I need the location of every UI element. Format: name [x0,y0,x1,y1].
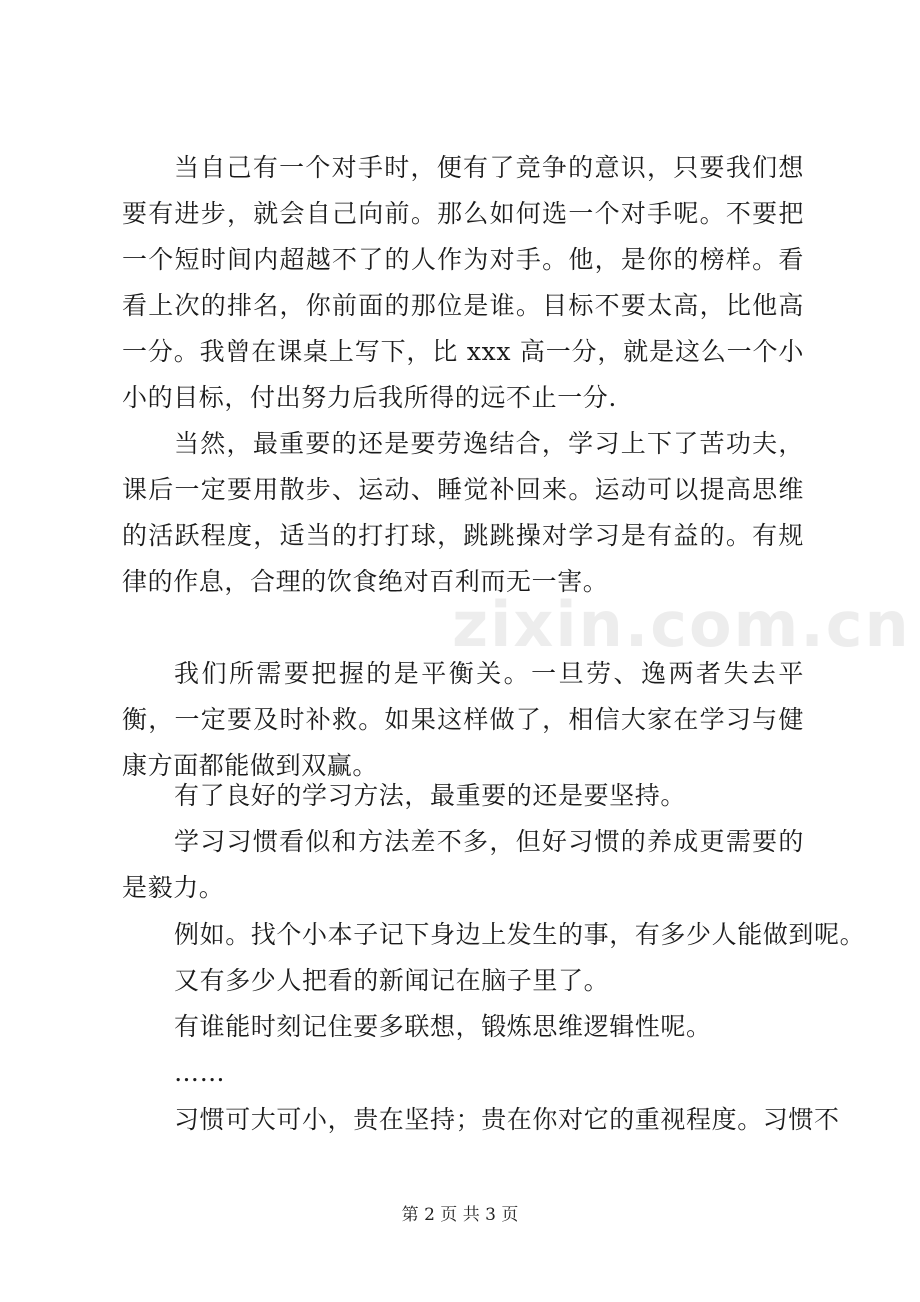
paragraph-7: 又有多少人把看的新闻记在脑子里了。 [174,966,610,995]
paragraph-2: 当然，最重要的还是要劳逸结合，学习上下了苦功夫，课后一定要用散步、运动、睡觉补回来。运动可以提高思维的活跃程度，适当的打打球，跳跳操对学习是有益的。有规律的作息，合理的饮食绝对百利而无一害。 [122,429,804,596]
page-footer: 第 2 页 共 3 页 [401,1205,519,1225]
paragraph-5: 学习习惯看似和方法差不多，但好习惯的养成更需要的是毅力。 [122,827,804,902]
paragraph-1: 当自己有一个对手时，便有了竞争的意识，只要我们想要有进步，就会自己向前。那么如何选一个对手呢。不要把一个短时间内超越不了的人作为对手。他，是你的榜样。看看上次的排名，你前面的那位是谁。目标不要太高，比他高一分。我曾在课桌上写下，比 xxx 高一分，就是这么一个小小的目标，付出努力后我所得的远不止一分. [122,153,804,412]
paragraph-ellipsis: …… [174,1058,226,1087]
paragraph-6: 例如。找个小本子记下身边上发生的事，有多少人能做到呢。 [174,920,866,949]
paragraph-3: 我们所需要把握的是平衡关。一旦劳、逸两者失去平衡，一定要及时补救。如果这样做了，相信大家在学习与健康方面都能做到双赢。 [122,659,804,780]
watermark: zixin.com.cn [452,588,911,661]
paragraph-8: 有谁能时刻记住要多联想，锻炼思维逻辑性呢。 [174,1012,712,1041]
paragraph-4: 有了良好的学习方法，最重要的还是要坚持。 [174,781,687,810]
paragraph-9: 习惯可大可小，贵在坚持；贵在你对它的重视程度。习惯不 [174,1105,840,1134]
